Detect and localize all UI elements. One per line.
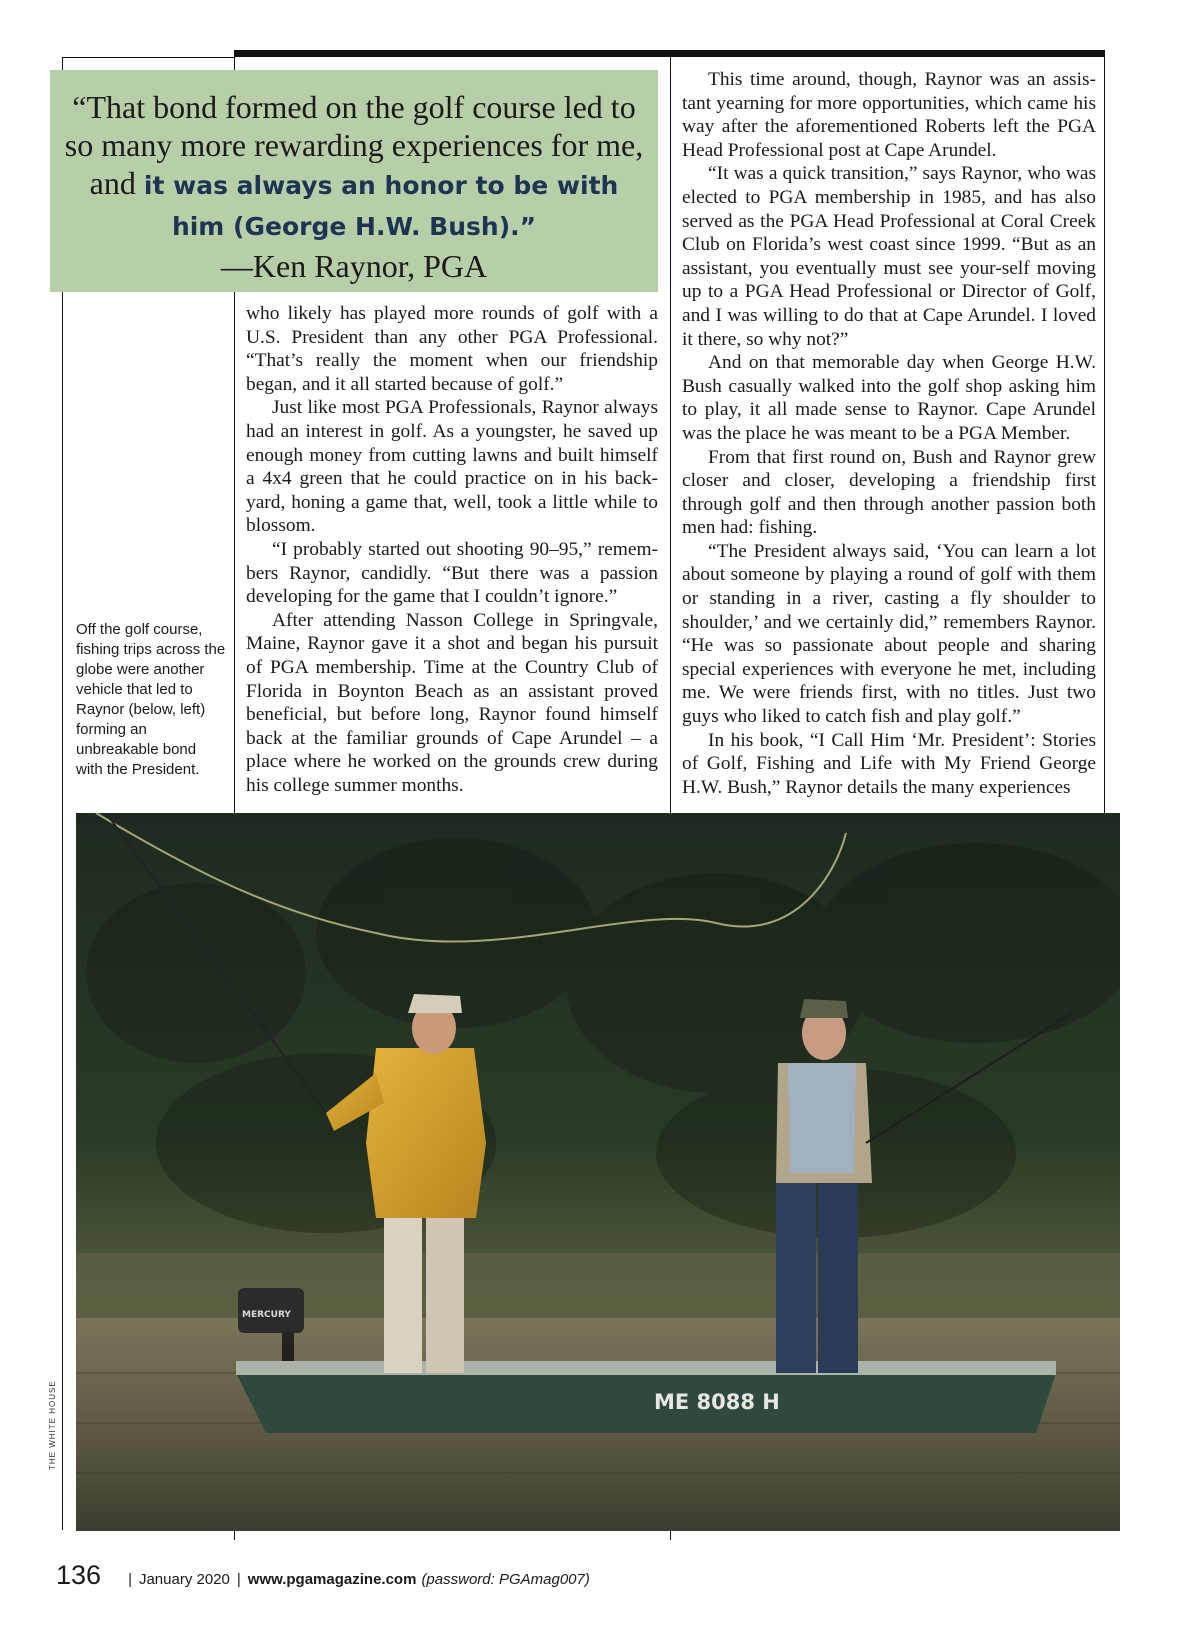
paragraph: After attending Nasson College in Springvale, Maine, Raynor gave it a shot and began his pursuit of PGA membership. Time at the Country Club of Florida in Boynton Beach as an assistant proved beneficial, but before long, Raynor found himself back at the familiar grounds of Cape Arundel – a place where he worked on the grounds crew during his college summer months. (246, 609, 658, 796)
fishing-photo (76, 813, 1120, 1531)
paragraph: “The President always said, ‘You can learn a lot about someone by playing a round of golf with them or standing in a river, casting a fly shoulder to shoulder,’ and we certainly did,” remembers Raynor. “He was so passionate about people and sharing special experiences with everyone he met, including me. We were friends first, with no titles. Just two guys who liked to catch fish and play golf.” (682, 540, 1096, 728)
pull-quote-attribution: —Ken Raynor, PGA (220, 248, 488, 284)
footer-separator: | (236, 1571, 241, 1588)
boat-registration: ME 8088 H (654, 1390, 780, 1414)
paragraph: In his book, “I Call Him ‘Mr. President’: Stories of Golf, Fishing and Life with My Friend George H.W. Bush,” Raynor details the many experiences (682, 729, 1096, 798)
issue-date: January 2020 (138, 1571, 230, 1588)
photo-credit: THE WHITE HOUSE (48, 1380, 57, 1470)
paragraph: “I probably started out shooting 90–95,” remem-bers Raynor, candidly. “But there was a passion developing for the game that I couldn’t ignore.” (246, 538, 658, 608)
photo-caption: Off the golf course, fishing trips across the globe were another vehicle that led to Raynor (below, left) forming an unbreakable bond with the President. (76, 621, 226, 778)
article-column-middle (246, 302, 658, 797)
pull-quote-lead: “That bond formed on the golf course led to so many more rewarding experiences for me, and (64, 89, 644, 201)
password-note: (password: PGAmag007) (421, 1571, 590, 1588)
paragraph: This time around, though, Raynor was an assis-tant yearning for more opportunities, which came his way after the aforementioned Roberts left the PGA Head Professional post at Cape Arundel. (682, 69, 1096, 161)
paragraph: who likely has played more rounds of golf with a U.S. President than any other PGA Professional. “That’s really the moment when our friendship began, and it all started because of golf.” (246, 303, 658, 395)
right-frame-rule (1104, 50, 1105, 813)
page-number: 136 (56, 1560, 102, 1590)
left-frame-top-rule (62, 57, 234, 58)
pull-quote-text (60, 88, 648, 246)
pull-quote (50, 70, 658, 292)
motor-brand: MERCURY (242, 1310, 291, 1320)
article-column-right (682, 68, 1096, 799)
magazine-url[interactable]: www.pgamagazine.com (247, 1571, 417, 1588)
paragraph: Just like most PGA Professionals, Raynor always had an interest in golf. As a youngster, he saved up enough money from cutting lawns and built himself a 4x4 green that he could practice on in his back-yard, honing a game that, well, took a little while to blossom. (246, 397, 658, 537)
footer-separator: | (128, 1571, 132, 1588)
top-rule (234, 50, 1104, 57)
paragraph: And on that memorable day when George H.W. Bush casually walked into the golf shop asking him to play, it all made sense to Raynor. Cape Arundel was the place he was meant to be a PGA Member. (682, 352, 1096, 444)
page-footer (56, 1560, 590, 1596)
paragraph: From that first round on, Bush and Raynor grew closer and closer, developing a friendship first through golf and then through another passion both men had: fishing. (682, 446, 1096, 539)
paragraph: “It was a quick transition,” says Raynor, who was elected to PGA membership in 1985, and has also served as the PGA Head Professional at Coral Creek Club on Florida’s west coast since 1999. “But as an assistant, you eventually must see your-self moving up to a PGA Head Professional or Director of Golf, and I was willing to do that at Cape Arundel. I loved it there, so why not?” (682, 163, 1096, 350)
pull-quote-emphasis: it was always an honor to be with him (George H.W. Bush).” (143, 171, 619, 241)
